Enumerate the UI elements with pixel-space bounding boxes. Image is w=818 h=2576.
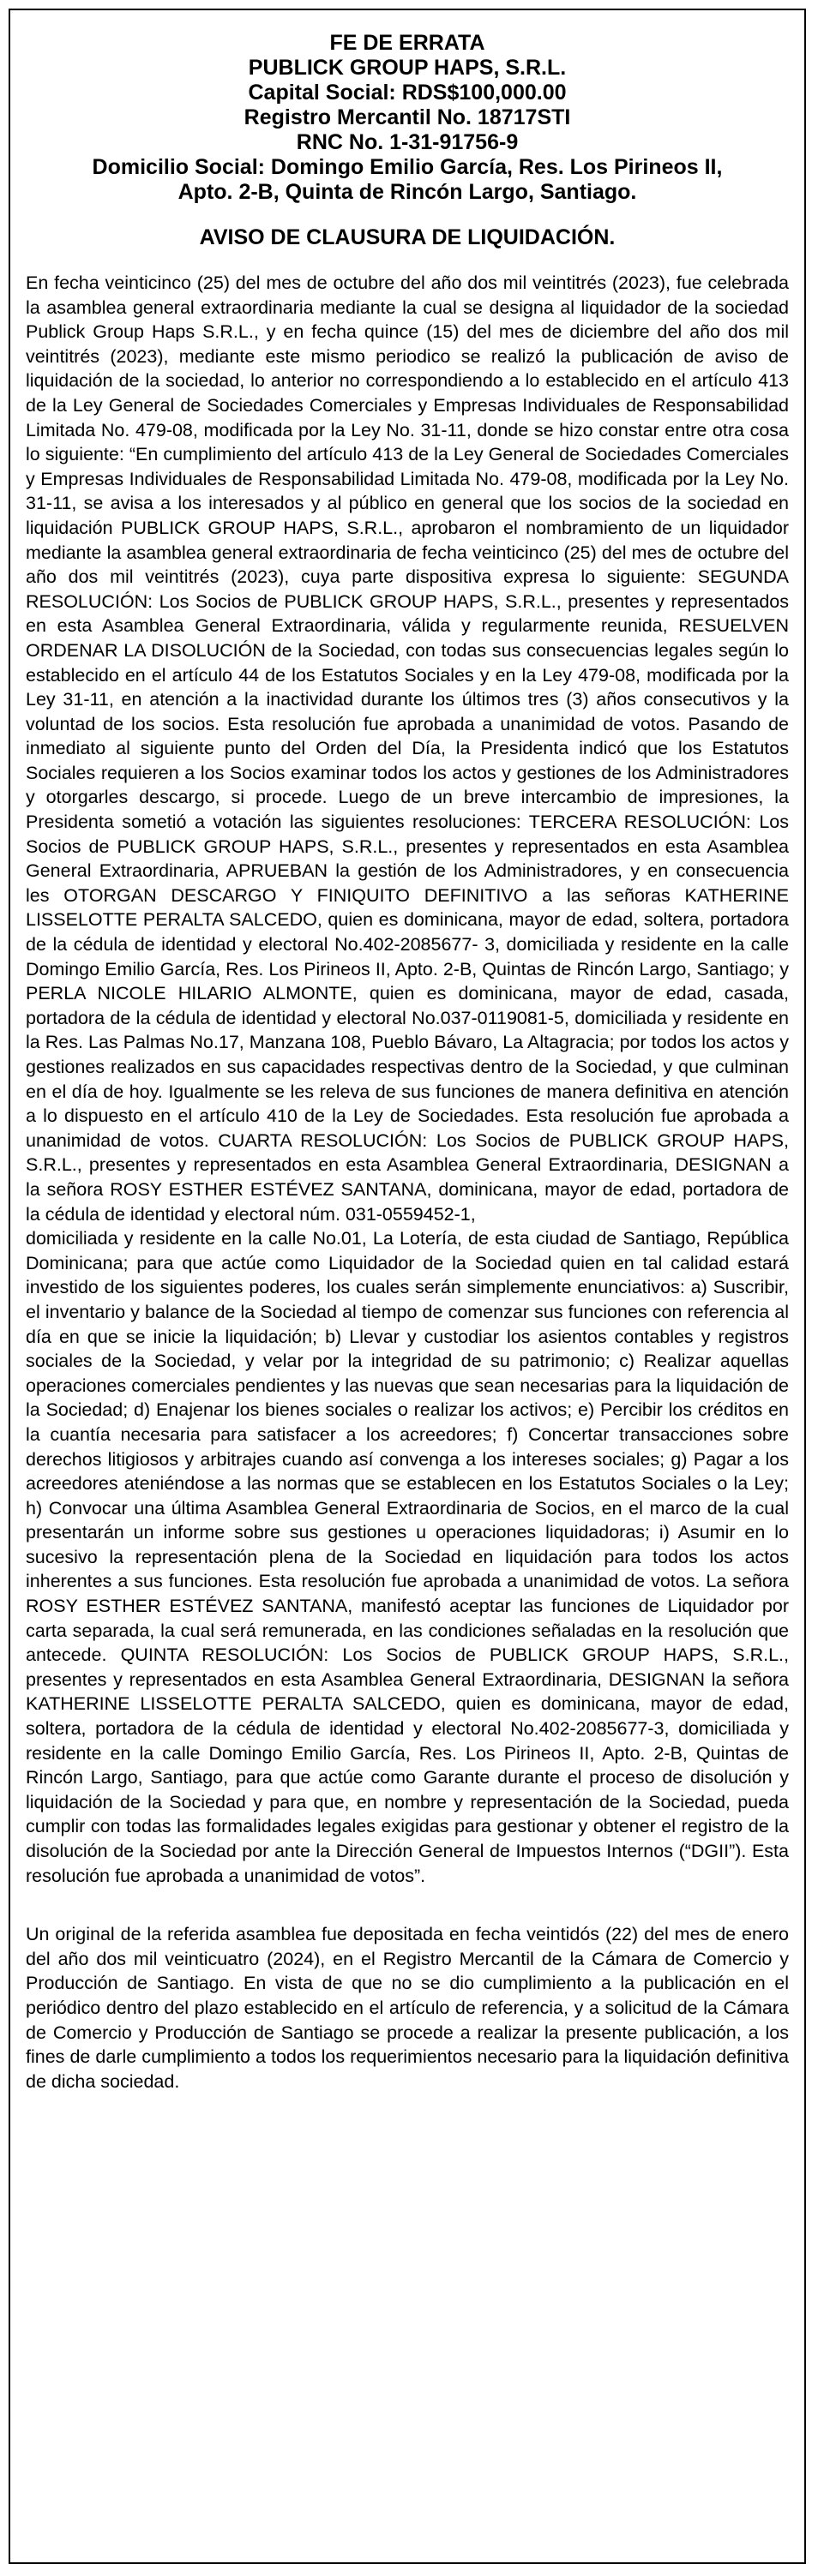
errata-title: FE DE ERRATA	[329, 31, 485, 55]
capital-social: Capital Social: RDS$100,000.00	[248, 81, 567, 105]
rnc-number: RNC No. 1-31-91756-9	[296, 130, 519, 154]
registro-mercantil: Registro Mercantil No. 18717STI	[244, 105, 571, 129]
body-paragraph-1: En fecha veinticinco (25) del mes de octubre del año dos mil veintitrés (2023), fue celebrada la asamblea general extraordinaria mediante la cual se designa al liquidador de la sociedad Publick Group Haps S.R.L., y en fecha quince (15) del mes de diciembre del año dos mil veintitrés (2023), mediante este mismo periodico se realizó la publicación de aviso de liquidación de la sociedad, lo anterior no correspondiendo a lo establecido en el artículo 413 de la Ley General de Sociedades Comerciales y Empresas Individuales de Responsabilidad Limitada No. 479-08, modificada por la Ley No. 31-11, donde se hizo constar entre otra cosa lo siguiente: “En cumplimiento del artículo 413 de la Ley General de Sociedades Comerciales y Empresas Individuales de Responsabilidad Limitada No. 479-08, modificada por la Ley No. 31-11, se avisa a los interesados y al público en general que los socios de la sociedad en liquidación PUBLICK GROUP HAPS, S.R.L., aprobaron el nombramiento de un liquidador mediante la asamblea general extraordinaria de fecha veinticinco (25) del mes de octubre del año dos mil veintitrés (2023), cuya parte dispositiva expresa lo siguiente: SEGUNDA RESOLUCIÓN: Los Socios de PUBLICK GROUP HAPS, S.R.L., presentes y representados en esta Asamblea General Extraordinaria, válida y regularmente reunida, RESUELVEN ORDENAR LA DISOLUCIÓN de la Sociedad, con todas sus consecuencias legales según lo establecido en el artículo 44 de los Estatutos Sociales y en la Ley 479-08, modificada por la Ley 31-11, en atención a la inactividad durante los últimos tres (3) años consecutivos y la voluntad de los socios. Esta resolución fue aprobada a unanimidad de votos. Pasando de inmediato al siguiente punto del Orden del Día, la Presidenta indicó que los Estatutos Sociales requieren a los Socios examinar todos los actos y gestiones de los Administradores y otorgarles descargo, si procede. Luego de un breve intercambio de impresiones, la Presidenta sometió a votación las siguientes resoluciones: TERCERA RESOLUCIÓN: Los Socios de PUBLICK GROUP HAPS, S.R.L., presentes y representados en esta Asamblea General Extraordinaria, APRUEBAN la gestión de los Administradores, y en consecuencia les OTORGAN DESCARGO Y FINIQUITO DEFINITIVO a las señoras KATHERINE LISSELOTTE PERALTA SALCEDO, quien es dominicana, mayor de edad, soltera, portadora de la cédula de identidad y electoral No.402-2085677- 3, domiciliada y residente en la calle Domingo Emilio García, Res. Los Pirineos II, Apto. 2-B, Quintas de Rincón Largo, Santiago; y PERLA NICOLE HILARIO ALMONTE, quien es dominicana, mayor de edad, casada, portadora de la cédula de identidad y electoral No.037-0119081-5, domiciliada y residente en la Res. Las Palmas No.17, Manzana 108, Pueblo Bávaro, La Altagracia; por todos los actos y gestiones realizados en sus capacidades respectivas dentro de la Sociedad, y que culminan en el día de hoy. Igualmente se les releva de sus funciones de manera definitiva en atención a lo dispuesto en el artículo 410 de la Ley de Sociedades. Esta resolución fue aprobada a unanimidad de votos. CUARTA RESOLUCIÓN: Los Socios de PUBLICK GROUP HAPS, S.R.L., presentes y representados en esta Asamblea General Extraordinaria, DESIGNAN a la señora ROSY ESTHER ESTÉVEZ SANTANA, dominicana, mayor de edad, portadora de la cédula de identidad y electoral núm. 031-0559452-1,	[26, 273, 789, 1225]
body-paragraph-2: domiciliada y residente en la calle No.01, La Lotería, de esta ciudad de Santiago, República Dominicana; para que actúe como Liquidador de la Sociedad quien en tal calidad estará investido de los siguientes poderes, los cuales serán simplemente enunciativos: a) Suscribir, el inventario y balance de la Sociedad al tiempo de comenzar sus funciones con referencia al día en que se inicie la liquidación; b) Llevar y custodiar los asientos contables y registros sociales de la Sociedad, y velar por la integridad de su patrimonio; c) Realizar aquellas operaciones comerciales pendientes y las nuevas que sean necesarias para la liquidación de la Sociedad; d) Enajenar los bienes sociales o realizar los activos; e) Percibir los créditos en la cuantía necesaria para satisfacer a los acreedores; f) Concertar transacciones sobre derechos litigiosos y arbitrajes cuando así convenga a los intereses sociales; g) Pagar a los acreedores ateniéndose a las normas que se establecen en los Estatutos Sociales o la Ley; h) Convocar una última Asamblea General Extraordinaria de Socios, en el marco de la cual presentarán un informe sobre sus gestiones u operaciones liquidadoras; i) Asumir en lo sucesivo la representación plena de la Sociedad en liquidación para todos los actos inherentes a sus funciones. Esta resolución fue aprobada a unanimidad de votos. La señora ROSY ESTHER ESTÉVEZ SANTANA, manifestó aceptar las funciones de Liquidador por carta separada, la cual será remunerada, en las condiciones señaladas en la resolución que antecede. QUINTA RESOLUCIÓN: Los Socios de PUBLICK GROUP HAPS, S.R.L., presentes y representados en esta Asamblea General Extraordinaria, DESIGNAN la señora KATHERINE LISSELOTTE PERALTA SALCEDO, quien es dominicana, mayor de edad, soltera, portadora de la cédula de identidad y electoral No.402-2085677-3, domiciliada y residente en la calle Domingo Emilio García, Res. Los Pirineos II, Apto. 2-B, Quintas de Rincón Largo, Santiago, para que actúe como Garante durante el proceso de disolución y liquidación de la Sociedad y para que, en nombre y representación de la Sociedad, pueda cumplir con todas las formalidades legales exigidas para gestionar y obtener el registro de la disolución de la Sociedad por ante la Dirección General de Impuestos Internos (“DGII”). Esta resolución fue aprobada a unanimidad de votos”.	[26, 1228, 789, 1886]
company-name: PUBLICK GROUP HAPS, S.R.L.	[248, 56, 567, 80]
company-header	[26, 31, 789, 205]
domicilio-line-2: Apto. 2-B, Quinta de Rincón Largo, Santiago.	[177, 180, 637, 204]
closing-paragraph: Un original de la referida asamblea fue depositada en fecha veintidós (22) del mes de enero del año dos mil veinticuatro (2024), en el Registro Mercantil de la Cámara de Comercio y Producción de Santiago. En vista de que no se dio cumplimiento a la publicación en el periódico dentro del plazo establecido en el artículo de referencia, y a solicitud de la Cámara de Comercio y Producción de Santiago se procede a realizar la presente publicación, a los fines de darle cumplimiento a todos los requerimientos necesario para la liquidación definitiva de dicha sociedad.	[26, 1924, 789, 2092]
domicilio-line-1: Domicilio Social: Domingo Emilio García, Res. Los Pirineos II,	[92, 155, 723, 179]
notice-frame	[9, 9, 806, 2564]
notice-content	[10, 10, 804, 2094]
notice-title: AVISO DE CLAUSURA DE LIQUIDACIÓN.	[199, 225, 616, 249]
